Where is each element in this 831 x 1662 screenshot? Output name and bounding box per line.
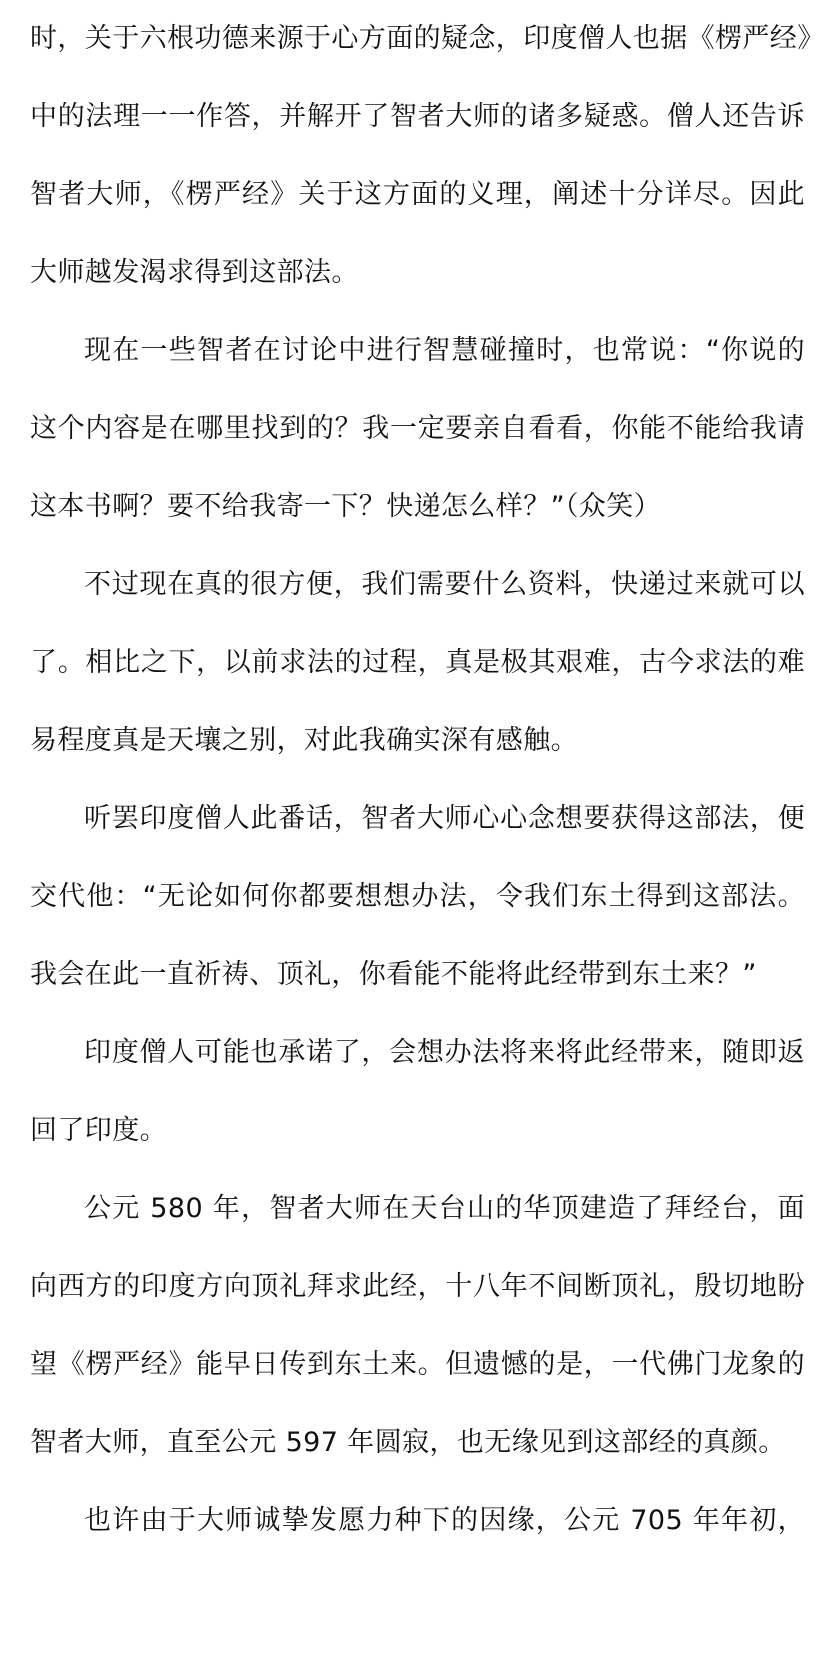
text-line: 这本书啊？要不给我寄一下？快递怎么样？”（众笑）: [30, 491, 662, 522]
text-line: 我会在此一直祈祷、顶礼，你看能不能将此经带到东土来？”: [30, 959, 757, 990]
text-line: 中的法理一一作答，并解开了智者大师的诸多疑惑。僧人还告诉: [30, 101, 805, 132]
text-line: 公元 580 年，智者大师在天台山的华顶建造了拜经台，面: [84, 1193, 805, 1224]
text-line: 时，关于六根功德来源于心方面的疑念，印度僧人也据《楞严经》: [30, 23, 825, 54]
text-line: 了。相比之下，以前求法的过程，真是极其艰难，古今求法的难: [30, 647, 805, 678]
text-line: 望《楞严经》能早日传到东土来。但遗憾的是，一代佛门龙象的: [30, 1349, 805, 1380]
text-line: 听罢印度僧人此番话，智者大师心心念想要获得这部法，便: [84, 803, 805, 834]
text-line: 易程度真是天壤之别，对此我确实深有感触。: [30, 725, 578, 756]
text-line: 智者大师，《楞严经》关于这方面的义理，阐述十分详尽。因此: [30, 179, 805, 210]
text-line: 回了印度。: [30, 1115, 167, 1146]
text-line: 交代他：“无论如何你都要想想办法，令我们东土得到这部法。: [30, 881, 805, 912]
text-line: 现在一些智者在讨论中进行智慧碰撞时，也常说：“你说的: [84, 335, 805, 366]
text-line: 向西方的印度方向顶礼拜求此经，十八年不间断顶礼，殷切地盼: [30, 1271, 805, 1302]
text-line: 大师越发渴求得到这部法。: [30, 257, 359, 288]
text-line: 不过现在真的很方便，我们需要什么资料，快递过来就可以: [84, 569, 805, 600]
text-line: 也许由于大师诚挚发愿力种下的因缘，公元 705 年年初，: [84, 1505, 805, 1536]
text-line: 这个内容是在哪里找到的？我一定要亲自看看，你能不能给我请: [30, 413, 805, 444]
text-line: 印度僧人可能也承诺了，会想办法将来将此经带来，随即返: [84, 1037, 805, 1068]
body-text: [30, 0, 825, 1560]
text-line: 智者大师，直至公元 597 年圆寂，也无缘见到这部经的真颜。: [30, 1427, 786, 1458]
